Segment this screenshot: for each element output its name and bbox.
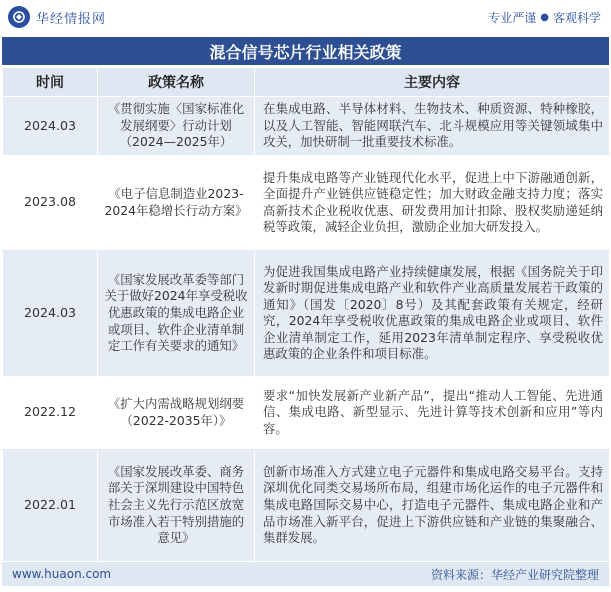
row-policy-name: 《贯彻实施〈国家标准化发展纲要〉行动计划（2024—2025年） bbox=[98, 97, 255, 156]
slogan-part-2: 客观科学 bbox=[552, 10, 601, 25]
row-time: 2024.03 bbox=[3, 250, 98, 376]
row-time: 2024.03 bbox=[3, 97, 98, 156]
header-policy-name: 政策名称 bbox=[98, 68, 255, 97]
row-policy-name: 《国家发展改革委、商务部关于深圳建设中国特色社会主义先行示范区放宽市场准入若干特别措施的意见》 bbox=[98, 449, 255, 561]
footer-website: www.huaon.com bbox=[12, 567, 112, 581]
bullet-icon: ● bbox=[540, 11, 549, 23]
table-row bbox=[3, 155, 610, 250]
row-policy-name: 《电子信息制造业2023-2024年稳增长行动方案》 bbox=[98, 155, 255, 250]
row-content: 创新市场准入方式建立电子元器件和集成电路交易平台。支持深圳优化同类交易场所布局，组建市场化运作的电子元器件和集成电路国际交易中心，打造电子元器件、集成电路企业和产品市场准入新平台，促进上下游供应链和产业链的集聚融合、集群发展。 bbox=[255, 449, 610, 561]
huajing-logo-icon bbox=[8, 6, 30, 28]
header-time: 时间 bbox=[3, 68, 98, 97]
policy-table bbox=[2, 67, 610, 562]
slogan bbox=[488, 9, 601, 26]
brand-name: 华经情报网 bbox=[36, 11, 107, 27]
row-time: 2022.01 bbox=[3, 449, 98, 561]
table-row bbox=[3, 250, 610, 376]
row-content: 要求“加快发展新产业新产品”，提出“推动人工智能、先进通信、集成电路、新型显示、先进计算等技术创新和应用”等内容。 bbox=[255, 376, 610, 449]
brand bbox=[8, 6, 106, 28]
table-row bbox=[3, 376, 610, 449]
row-time: 2023.08 bbox=[3, 155, 98, 250]
policy-table-panel bbox=[2, 37, 609, 562]
footer-source: 资料来源：华经产业研究院整理 bbox=[430, 567, 599, 582]
row-time: 2022.12 bbox=[3, 376, 98, 449]
footer bbox=[2, 562, 609, 586]
row-content: 在集成电路、半导体材料、生物技术、种质资源、特种橡胶，以及人工智能、智能网联汽车、北斗规模应用等关键领域集中攻关，加快研制一批重要技术标准。 bbox=[255, 97, 610, 156]
table-row bbox=[3, 449, 610, 561]
table-row bbox=[3, 97, 610, 156]
table-title: 混合信号芯片行业相关政策 bbox=[2, 37, 609, 67]
table-header-row bbox=[3, 68, 610, 97]
row-policy-name: 《扩大内需战略规划纲要（2022-2035年）》 bbox=[98, 376, 255, 449]
row-content: 提升集成电路等产业链现代化水平，促进上中下游融通创新，全面提升产业链供应链稳定性；加大财政金融支持力度；落实高新技术企业税收优惠、研发费用加计扣除、股权奖励递延纳税等政策，减轻企业负担，激励企业加大研发投入。 bbox=[255, 155, 610, 250]
row-policy-name: 《国家发展改革委等部门关于做好2024年享受税收优惠政策的集成电路企业或项目、软件企业清单制定工作有关要求的通知》 bbox=[98, 250, 255, 376]
header-content: 主要内容 bbox=[255, 68, 610, 97]
row-content: 为促进我国集成电路产业持续健康发展，根据《国务院关于印发新时期促进集成电路产业和软件产业高质量发展若干政策的通知》（国发〔2020〕8号）及其配套政策有关规定，经研究，2024年享受税收优惠政策的集成电路企业或项目、软件企业清单制定工作，延用2023年清单制定程序、享受税收优惠政策的企业条件和项目标准。 bbox=[255, 250, 610, 376]
top-bar bbox=[0, 0, 611, 34]
slogan-part-1: 专业严谨 bbox=[488, 10, 537, 25]
